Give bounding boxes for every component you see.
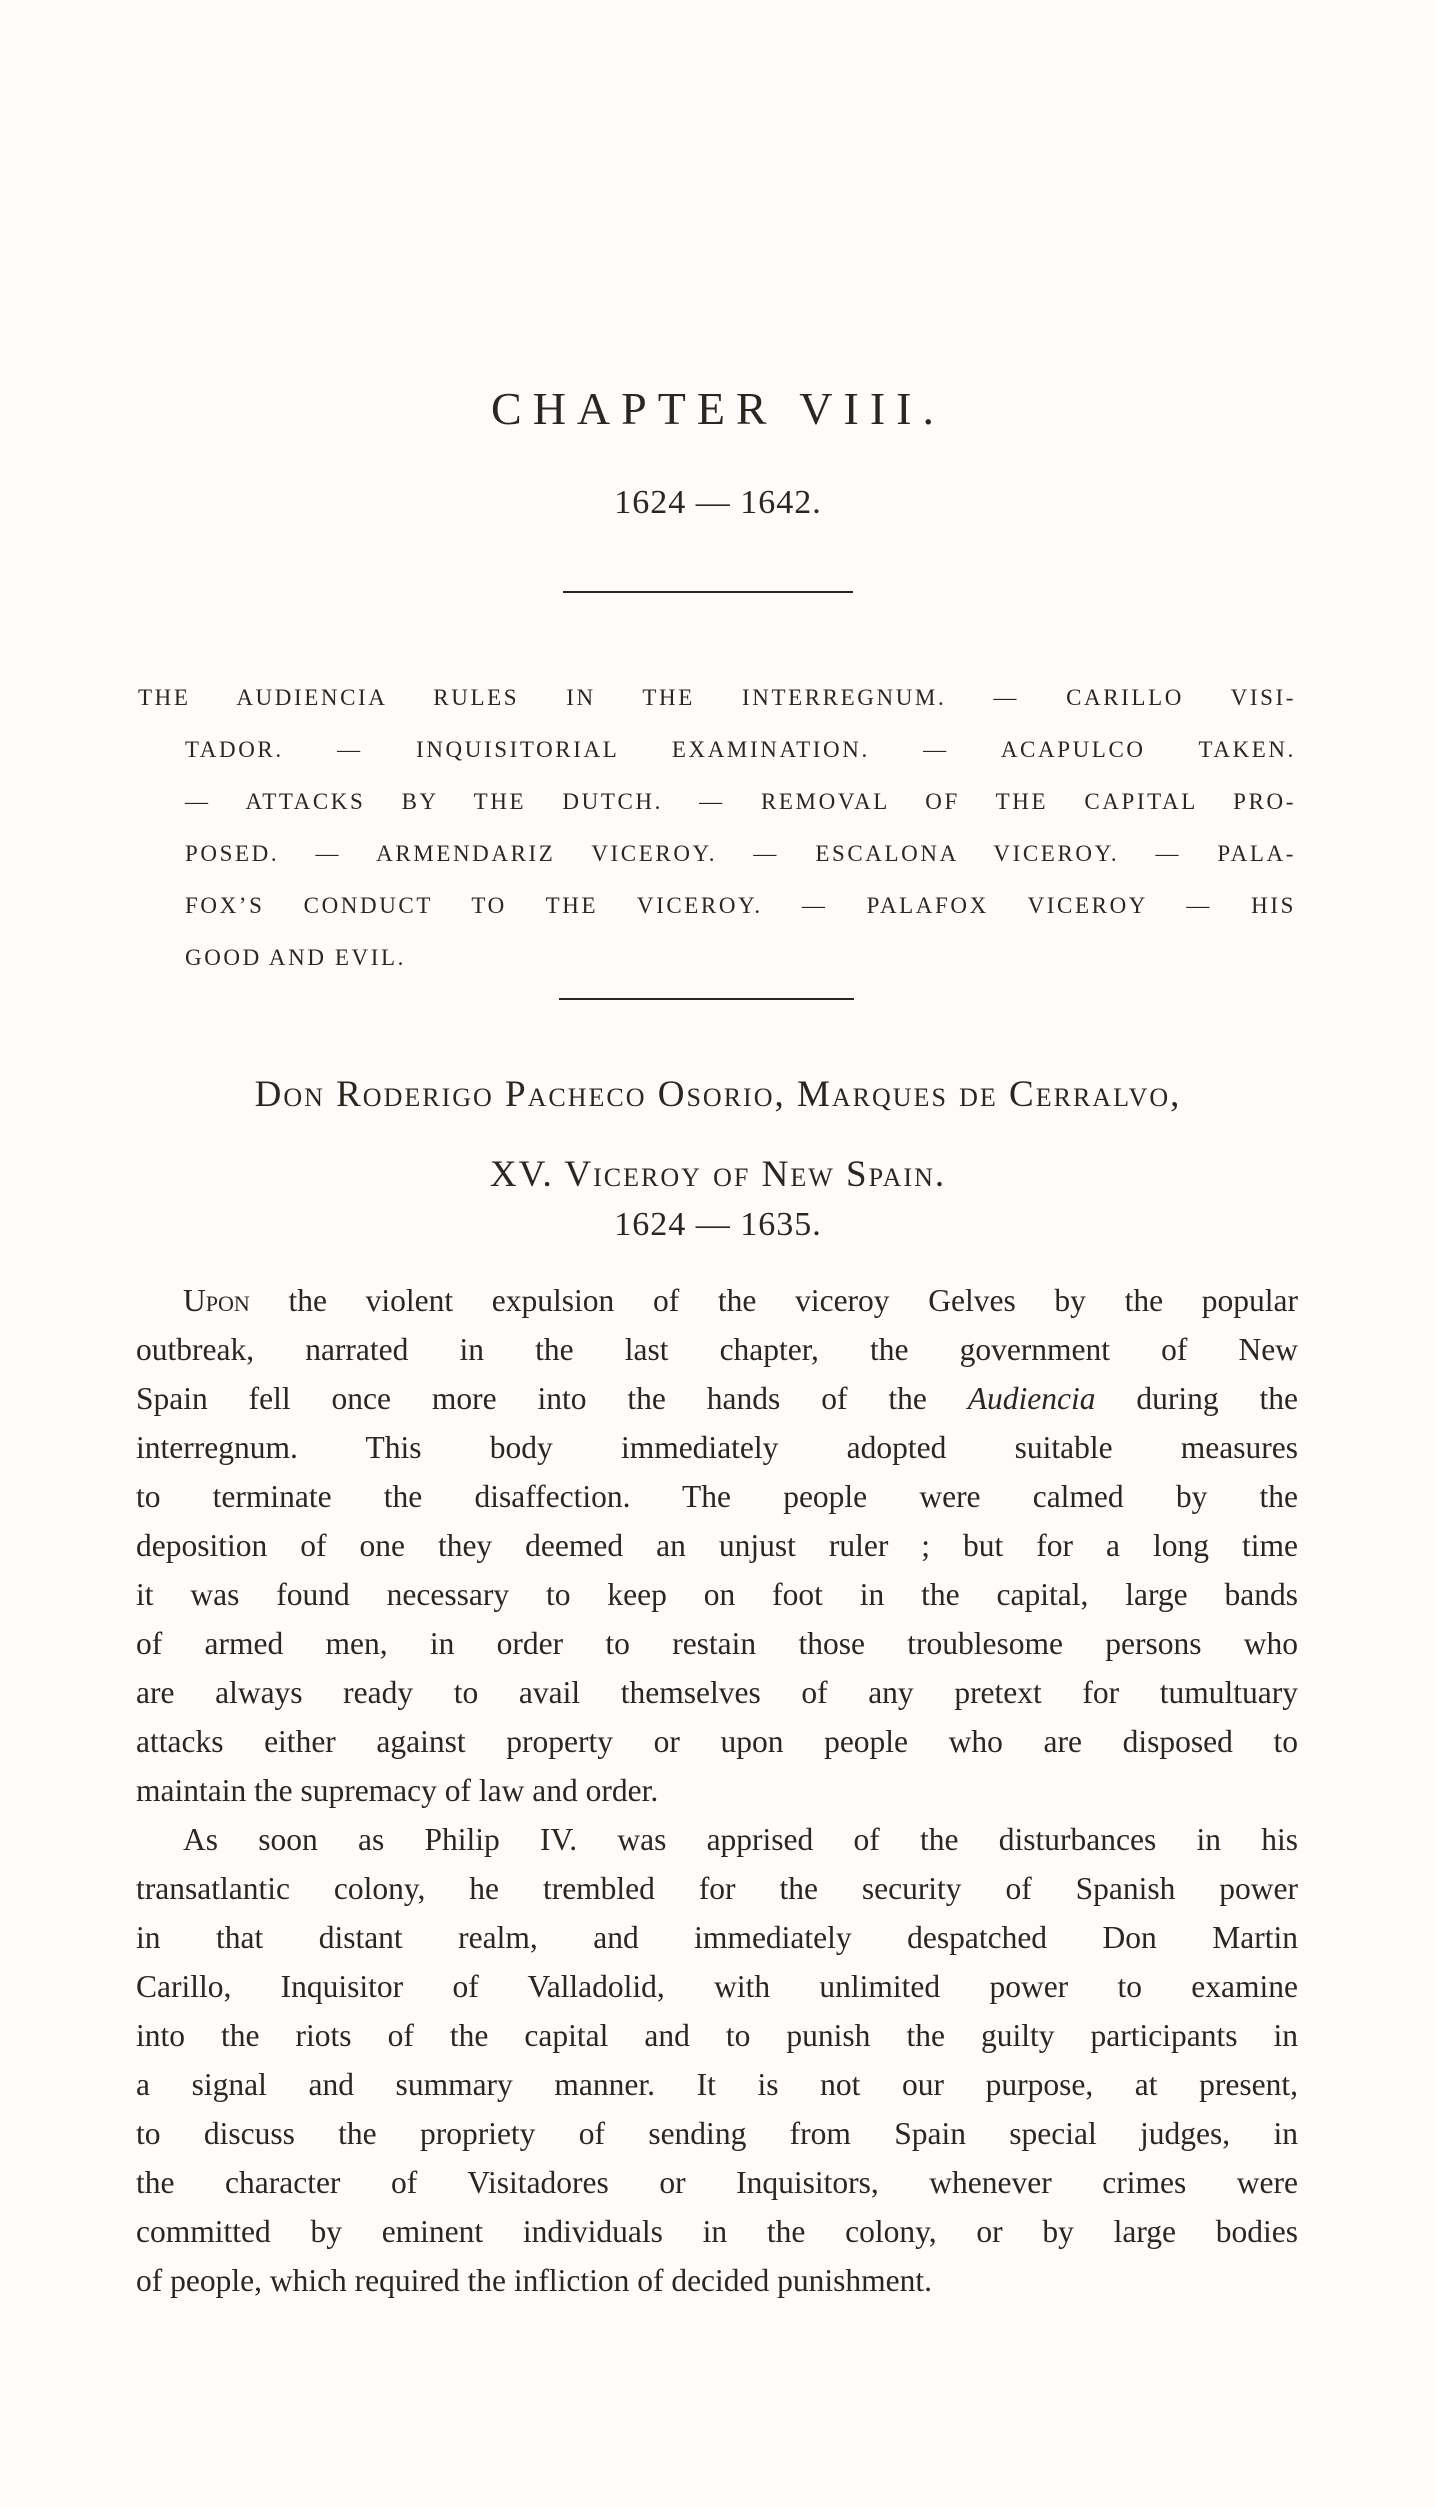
paragraph-line: a signal and summary manner. It is not our purpose, at present,	[136, 2067, 1298, 2102]
paragraph-line: the character of Visitadores or Inquisitors, whenever crimes were	[136, 2165, 1298, 2200]
summary-line: THE AUDIENCIA RULES IN THE INTERREGNUM. — CARILLO VISI-	[138, 685, 1296, 710]
bottom-divider	[559, 998, 854, 1000]
top-divider	[563, 591, 853, 593]
paragraph-line: Upon the violent expulsion of the viceroy Gelves by the popular	[183, 1283, 1298, 1318]
paragraph-line: committed by eminent individuals in the colony, or by large bodies	[136, 2214, 1298, 2249]
summary-line: — ATTACKS BY THE DUTCH. — REMOVAL OF THE CAPITAL PRO-	[185, 789, 1296, 814]
paragraph-line: As soon as Philip IV. was apprised of the disturbances in his	[183, 1822, 1298, 1857]
paragraph-line: attacks either against property or upon people who are disposed to	[136, 1724, 1298, 1759]
paragraph-line: of people, which required the infliction of decided punishment.	[136, 2263, 933, 2298]
paragraph-line: Spain fell once more into the hands of the Audiencia during the	[136, 1381, 1298, 1416]
paragraph-line: are always ready to avail themselves of any pretext for tumultuary	[136, 1675, 1298, 1710]
viceroy-title: XV. Viceroy of New Spain.	[489, 1154, 947, 1195]
paragraph-line: in that distant realm, and immediately despatched Don Martin	[136, 1920, 1298, 1955]
summary-line: GOOD AND EVIL.	[185, 945, 407, 970]
chapter-title: CHAPTER VIII.	[491, 383, 945, 434]
paragraph-line: to terminate the disaffection. The people were calmed by the	[136, 1479, 1298, 1514]
paragraph-line: deposition of one they deemed an unjust ruler ; but for a long time	[136, 1528, 1298, 1563]
body-text	[136, 1276, 1298, 2305]
chapter-dates: 1624 — 1642.	[614, 484, 822, 521]
paragraph-line: to discuss the propriety of sending from Spain special judges, in	[136, 2116, 1298, 2151]
paragraph-line: it was found necessary to keep on foot in the capital, large bands	[136, 1577, 1298, 1612]
paragraph-line: outbreak, narrated in the last chapter, the government of New	[136, 1332, 1298, 1367]
paragraph-line: Carillo, Inquisitor of Valladolid, with unlimited power to examine	[136, 1969, 1298, 2004]
paragraph-line: maintain the supremacy of law and order.	[136, 1773, 659, 1808]
paragraph-line: interregnum. This body immediately adopted suitable measures	[136, 1430, 1298, 1465]
paragraph-line: into the riots of the capital and to punish the guilty participants in	[136, 2018, 1298, 2053]
chapter-summary	[138, 672, 1296, 984]
summary-line: TADOR. — INQUISITORIAL EXAMINATION. — ACAPULCO TAKEN.	[185, 737, 1296, 762]
summary-line: POSED. — ARMENDARIZ VICEROY. — ESCALONA VICEROY. — PALA-	[185, 841, 1296, 866]
viceroy-heading	[0, 1055, 1436, 1215]
summary-line: FOX’S CONDUCT TO THE VICEROY. — PALAFOX VICEROY — HIS	[185, 893, 1296, 918]
italic-term: Audiencia	[967, 1381, 1096, 1416]
paragraph-line: transatlantic colony, he trembled for the security of Spanish power	[136, 1871, 1298, 1906]
reign-dates: 1624 — 1635.	[614, 1206, 822, 1243]
paragraph-line: of armed men, in order to restain those troublesome persons who	[136, 1626, 1298, 1661]
viceroy-name: Don Roderigo Pacheco Osorio, Marques de Cerralvo,	[254, 1074, 1182, 1115]
drop-word: Upon	[183, 1283, 250, 1318]
